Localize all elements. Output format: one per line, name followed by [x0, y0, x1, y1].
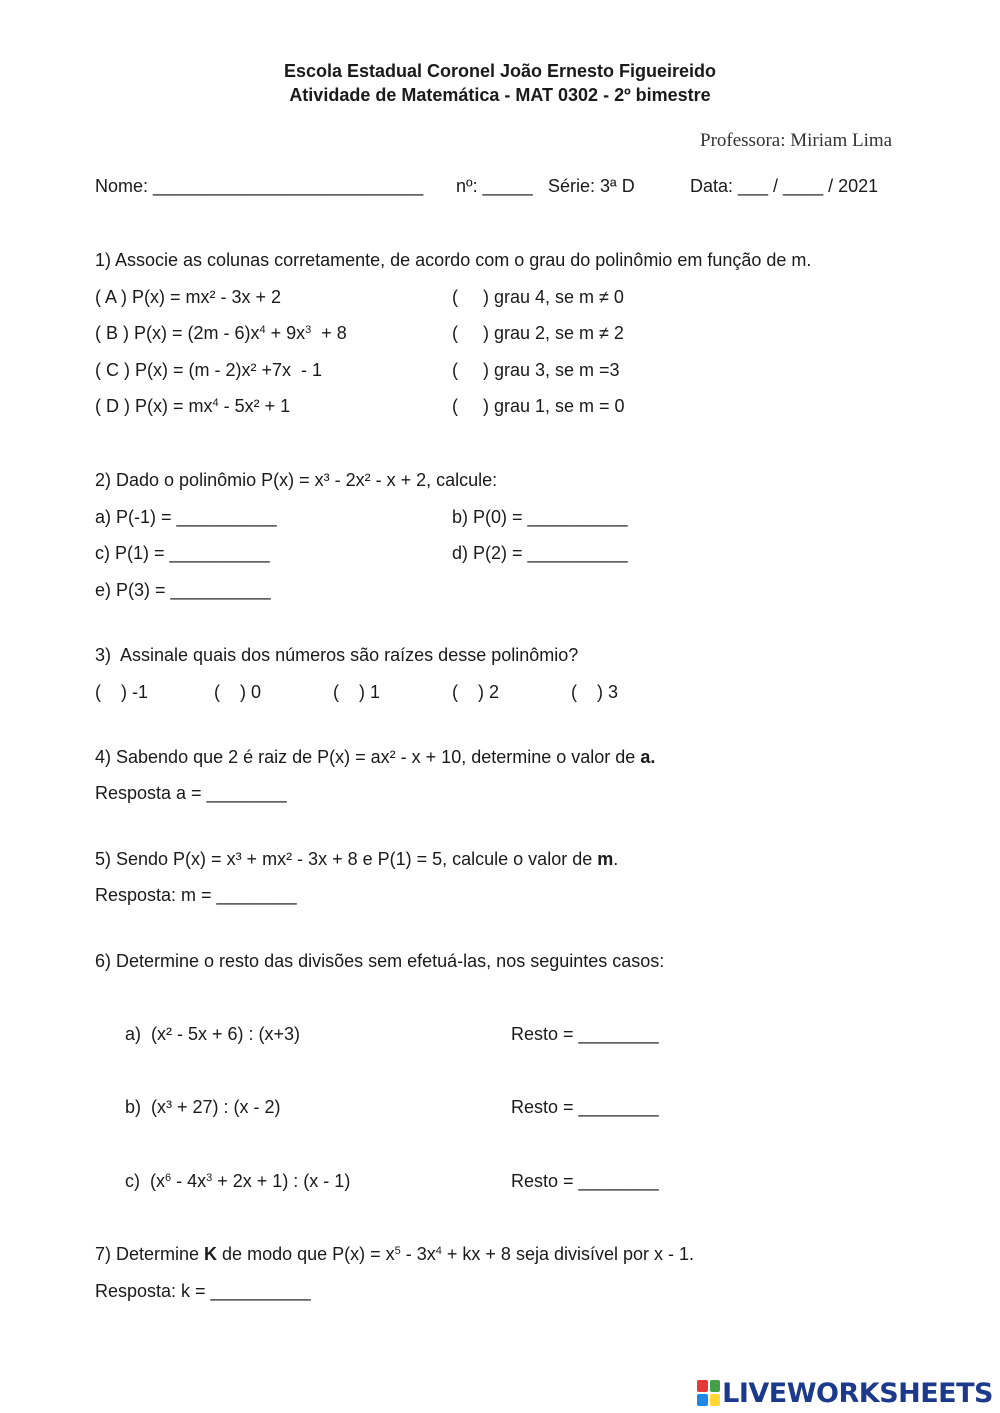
- school-name: Escola Estadual Coronel João Ernesto Figueireido: [283, 61, 717, 81]
- q7-prompt: 7) Determine K de modo que $P(x) = x^5 - 3x^4$ + kx + 8 seja divisível por x - 1.: [95, 1244, 695, 1264]
- q6-item-a: a) (x² - 5x + 6) : (x+3): [125, 1024, 301, 1044]
- q6-rest-b[interactable]: Resto = ________: [511, 1097, 659, 1117]
- date-field[interactable]: Data: ___ / ____ / 2021: [690, 176, 879, 196]
- q6-item-b: b) (x³ + 27) : (x - 2): [125, 1097, 281, 1117]
- teacher-name: Professora: Miriam Lima: [700, 130, 893, 151]
- liveworksheets-mark-icon: [697, 1380, 720, 1406]
- q1-left-d: ( D ) $P(x) = mx^4 - 5x^2 + 1$: [95, 396, 291, 416]
- name-field[interactable]: Nome: ___________________________: [95, 176, 424, 196]
- q4-answer-field[interactable]: Resposta a = ________: [95, 783, 287, 803]
- number-field[interactable]: nº: _____: [456, 176, 533, 196]
- q1-right-3[interactable]: ( ) grau 3, se m =3: [452, 360, 620, 380]
- q1-right-1[interactable]: ( ) grau 4, se m ≠ 0: [452, 287, 624, 307]
- logo-square-red: [697, 1380, 708, 1392]
- q7-answer-field[interactable]: Resposta: k = __________: [95, 1281, 311, 1301]
- q2-item-e[interactable]: e) P(3) = __________: [95, 580, 271, 600]
- logo-square-green: [710, 1380, 721, 1392]
- q2-prompt: 2) Dado o polinômio P(x) = x³ - 2x² - x + 2, calcule:: [95, 470, 498, 490]
- q3-option-0[interactable]: ( ) 0: [214, 682, 262, 702]
- q5-prompt: 5) Sendo P(x) = x³ + mx² - 3x + 8 e P(1) = 5, calcule o valor de m.: [95, 849, 619, 869]
- q1-left-a: ( A ) P(x) = mx² - 3x + 2: [95, 287, 282, 307]
- q1-right-2[interactable]: ( ) grau 2, se m ≠ 2: [452, 323, 624, 343]
- q6-rest-c[interactable]: Resto = ________: [511, 1171, 659, 1191]
- q5-answer-field[interactable]: Resposta: m = ________: [95, 885, 297, 905]
- q3-option-2[interactable]: ( ) 2: [452, 682, 500, 702]
- q1-left-b: ( B ) $P(x) = (2m - 6)x^4 + 9x^3 + 8$: [95, 323, 347, 343]
- activity-title: Atividade de Matemática - MAT 0302 - 2º bimestre: [289, 85, 711, 105]
- q2-item-a[interactable]: a) P(-1) = __________: [95, 507, 277, 527]
- q3-option-3[interactable]: ( ) 3: [571, 682, 619, 702]
- liveworksheets-logo: [697, 1376, 993, 1410]
- q1-right-4[interactable]: ( ) grau 1, se m = 0: [452, 396, 625, 416]
- q6-item-c: c) $(x^6 - 4x^3 + 2x + 1)$ : (x - 1): [125, 1171, 351, 1191]
- q2-item-c[interactable]: c) P(1) = __________: [95, 543, 270, 563]
- logo-square-yellow: [710, 1394, 721, 1406]
- q1-prompt: 1) Associe as colunas corretamente, de acordo com o grau do polinômio em função de m.: [95, 250, 812, 270]
- logo-square-blue: [697, 1394, 708, 1406]
- q3-option-1[interactable]: ( ) 1: [333, 682, 381, 702]
- q6-rest-a[interactable]: Resto = ________: [511, 1024, 659, 1044]
- q2-item-b[interactable]: b) P(0) = __________: [452, 507, 628, 527]
- q3-prompt: 3) Assinale quais dos números são raízes desse polinômio?: [95, 645, 579, 665]
- q4-prompt: 4) Sabendo que 2 é raiz de P(x) = ax² - x + 10, determine o valor de a.: [95, 747, 656, 767]
- q1-left-c: ( C ) P(x) = (m - 2)x² +7x - 1: [95, 360, 323, 380]
- q6-prompt: 6) Determine o resto das divisões sem efetuá-las, nos seguintes casos:: [95, 951, 665, 971]
- q3-option-minus1[interactable]: ( ) -1: [95, 682, 148, 702]
- series-label: Série: 3ª D: [548, 176, 635, 196]
- brand-name: LIVEWORKSHEETS: [722, 1377, 993, 1409]
- q2-item-d[interactable]: d) P(2) = __________: [452, 543, 628, 563]
